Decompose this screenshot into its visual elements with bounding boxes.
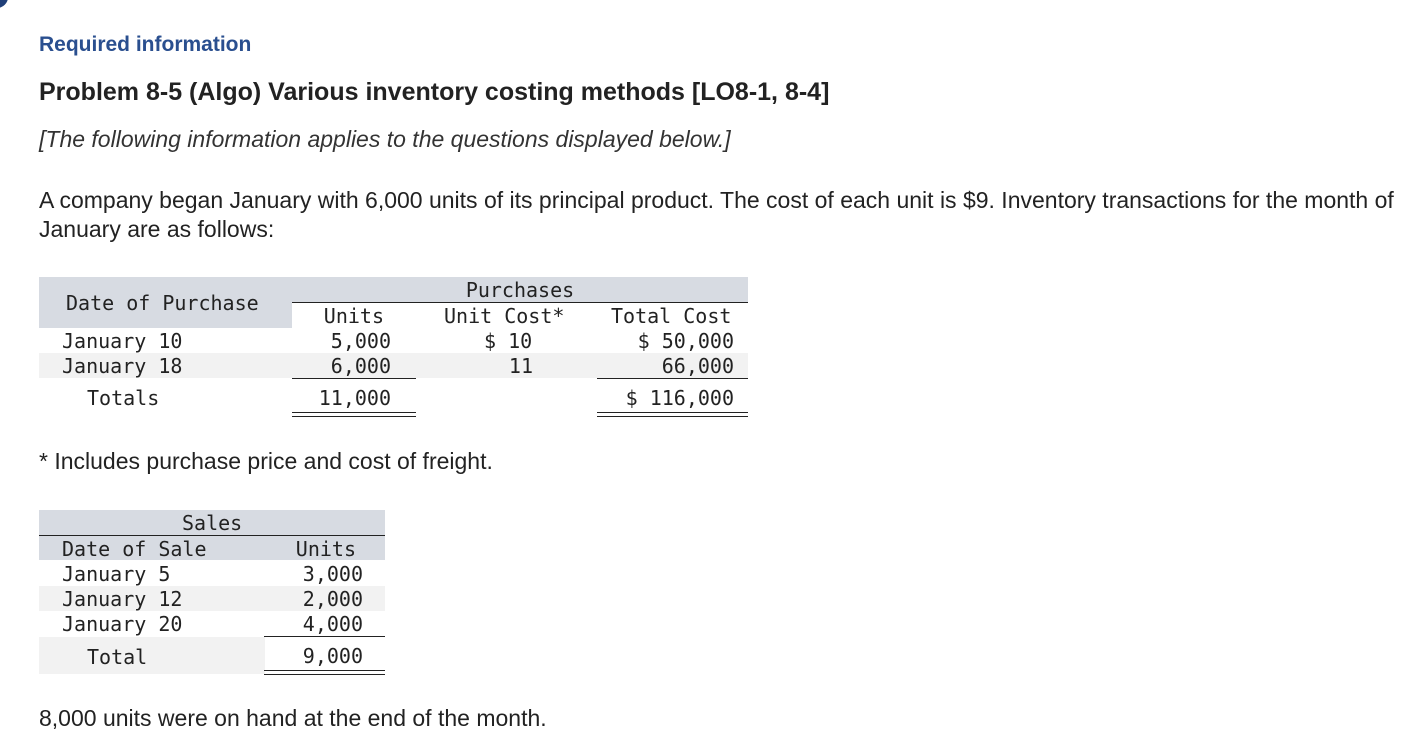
purchases-date-header: Date of Purchase [66, 291, 259, 315]
ending-units-statement: 8,000 units were on hand at the end of the month. [39, 705, 547, 731]
purchase-row-total-cost: $ 50,000 [637, 329, 734, 353]
sales-date-header: Date of Sale [62, 537, 207, 561]
sales-total-double-rule [264, 670, 385, 675]
intro-note: [The following information applies to the questions displayed below.] [39, 126, 731, 152]
purchases-totals-cost: $ 116,000 [625, 386, 734, 410]
purchases-unit-cost-header: Unit Cost* [444, 304, 565, 328]
purchases-group-rule [292, 302, 748, 303]
sale-row-units: 2,000 [302, 587, 363, 611]
sales-total-label: Total [87, 645, 148, 669]
purchases-totals-units: 11,000 [318, 386, 391, 410]
purchase-row-date: January 18 [62, 354, 183, 378]
cost-subtotal-rule [597, 378, 748, 379]
sales-subtotal-rule [264, 636, 385, 637]
sale-row-date: January 5 [62, 562, 171, 586]
units-total-double-rule [292, 412, 416, 417]
freight-footnote: * Includes purchase price and cost of freight. [39, 448, 493, 474]
purchases-units-header: Units [323, 304, 384, 328]
sales-units-header: Units [295, 537, 356, 561]
sales-group-header: Sales [182, 511, 243, 535]
sale-row-units: 3,000 [302, 562, 363, 586]
sales-total-stripe [39, 637, 265, 674]
purchase-row-unit-cost: 11 [508, 354, 533, 378]
sale-row-units: 4,000 [302, 612, 363, 636]
sales-total-units: 9,000 [302, 644, 363, 668]
cost-total-double-rule [597, 412, 748, 417]
sale-row-date: January 20 [62, 612, 183, 636]
problem-title: Problem 8-5 (Algo) Various inventory costing methods [LO8-1, 8-4] [39, 78, 830, 106]
purchases-total-cost-header: Total Cost [611, 304, 732, 328]
purchases-totals-label: Totals [87, 386, 160, 410]
purchase-row-date: January 10 [62, 329, 183, 353]
sales-header-rule [39, 535, 385, 536]
required-information-heading: Required information [39, 33, 252, 56]
sale-row-date: January 12 [62, 587, 183, 611]
purchases-group-header: Purchases [465, 278, 575, 302]
corner-badge [0, 0, 8, 8]
purchase-row-units: 6,000 [330, 354, 391, 378]
purchase-row-units: 5,000 [330, 329, 391, 353]
purchase-row-total-cost: 66,000 [661, 354, 734, 378]
units-subtotal-rule [292, 378, 416, 379]
problem-paragraph: A company began January with 6,000 units of its principal product. The cost of each unit is $9. Inventory transactions for the month of January are as follows: [39, 187, 1394, 242]
purchase-row-unit-cost: $ 10 [484, 329, 533, 353]
